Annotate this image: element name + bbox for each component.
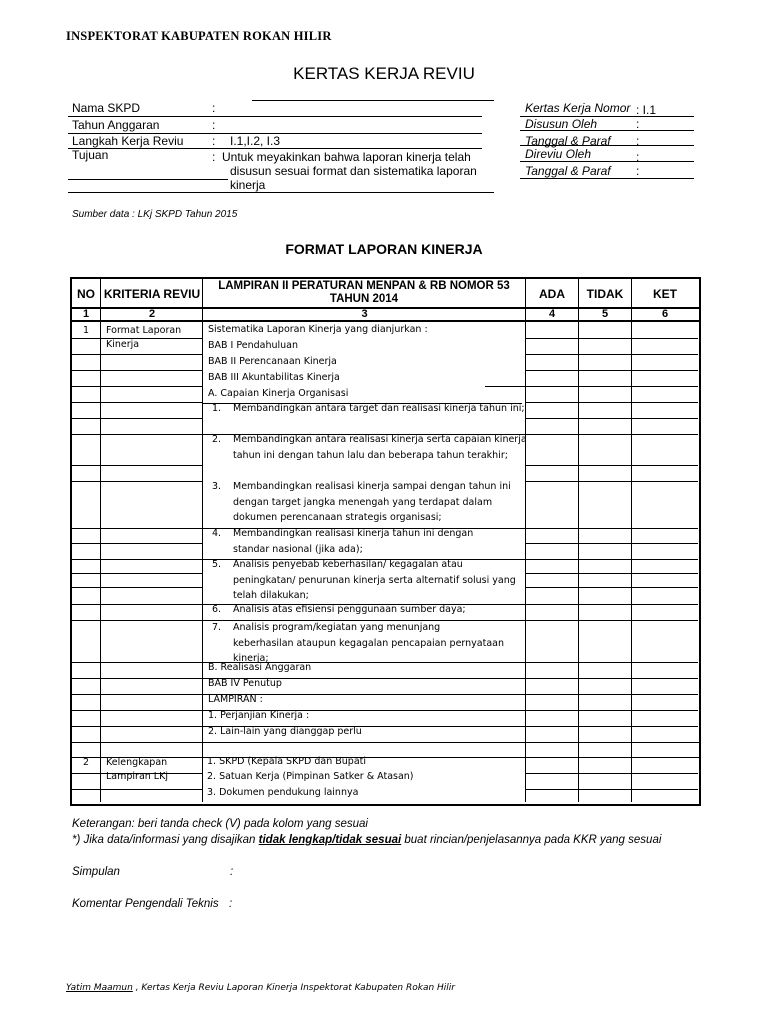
row-line: [72, 559, 101, 560]
criteria-item-text: kinerja;: [233, 653, 269, 664]
header-no: NO: [77, 287, 95, 301]
colnum-2: 2: [148, 308, 156, 320]
value-kertas-kerja-nomor: : I.1: [636, 103, 657, 117]
sep: :: [212, 101, 216, 115]
footer-text: , Kertas Kerja Reviu Laporan Kinerja Inspektorat Kabupaten Rokan Hilir: [132, 983, 455, 993]
colnum-5: 5: [601, 308, 609, 320]
row-line: [101, 559, 202, 560]
note-keterangan: Keterangan: beri tanda check (V) pada kolom yang sesuai: [72, 818, 368, 830]
simpulan-sep: :: [230, 866, 234, 878]
label-tujuan: Tujuan: [72, 148, 109, 162]
criteria-item-number: 2.: [212, 434, 222, 445]
row-line: [525, 662, 698, 663]
row-line: [101, 726, 202, 727]
row-line: [525, 354, 698, 355]
label-tahun-anggaran: Tahun Anggaran: [72, 118, 160, 132]
colnum-6: 6: [661, 308, 669, 320]
page-title: KERTAS KERJA REVIU: [293, 64, 475, 83]
row-line: [101, 434, 202, 435]
header-ada: ADA: [539, 287, 565, 301]
row-line: [72, 465, 101, 466]
value-tanggal-paraf-2: :: [636, 164, 640, 178]
lampiran-item: 2. Satuan Kerja (Pimpinan Satker & Atasan): [207, 771, 414, 782]
row-line: [525, 338, 698, 339]
label-direviu-oleh: Direviu Oleh: [525, 147, 592, 161]
row-line: [101, 620, 202, 621]
row-line: [101, 587, 202, 588]
criteria-item: B. Realisasi Anggaran: [208, 662, 312, 673]
lampiran-item: 3. Dokumen pendukung lainnya: [207, 787, 359, 798]
section-line: [70, 742, 699, 743]
item-line: [202, 620, 525, 621]
row-line: [72, 694, 101, 695]
item-line: [485, 386, 525, 387]
criteria-item-text: Membandingkan realisasi kinerja tahun ini dengan: [233, 528, 474, 539]
label-nama-skpd: Nama SKPD: [72, 101, 141, 115]
row-line: [525, 726, 698, 727]
criteria-item-text: dokumen perencanaan strategis organisasi;: [233, 512, 442, 523]
lampiran-item: 1. SKPD (Kepala SKPD dan Bupati: [207, 756, 367, 767]
criteria-item-text: telah dilakukan;: [233, 590, 309, 601]
row-line: [72, 710, 101, 711]
criteria-item-text: keberhasilan ataupun kegagalan pencapaian pernyataan: [233, 637, 505, 649]
value-disusun-oleh: :: [636, 117, 640, 131]
sep: :: [212, 150, 216, 164]
row-line: [525, 528, 698, 529]
sep: :: [212, 134, 216, 148]
criteria-item: 1. Perjanjian Kinerja :: [208, 710, 310, 721]
row-line: [72, 573, 101, 574]
row-line: [72, 528, 101, 529]
row-line: [101, 418, 202, 419]
row-line: [525, 370, 698, 371]
colnum-1: 1: [82, 308, 90, 320]
value-langkah-kerja: I.1,I.2, I.3: [230, 134, 281, 148]
row-line: [72, 604, 101, 605]
row-line: [72, 386, 101, 387]
row-line: [101, 370, 202, 371]
row-line: [72, 726, 101, 727]
note-detail: [72, 834, 661, 846]
criteria-item: BAB II Perencanaan Kinerja: [208, 356, 337, 367]
row-line: [525, 620, 698, 621]
row-line: [525, 694, 698, 695]
komentar-sep: :: [229, 898, 233, 910]
row-line: [72, 620, 101, 621]
row-line: [101, 465, 202, 466]
row-no-1: 1: [82, 325, 90, 336]
row-no-2: 2: [82, 757, 90, 768]
row-line: [525, 604, 698, 605]
label-langkah-kerja: Langkah Kerja Reviu: [72, 134, 184, 148]
row-line: [101, 789, 202, 790]
row-line: [72, 434, 101, 435]
criteria-item-number: 5.: [212, 559, 222, 570]
row-line: [72, 587, 101, 588]
criteria-item-text: standar nasional (jika ada);: [233, 543, 363, 555]
criteria-1: Format Laporan Kinerja: [106, 325, 182, 350]
row-line: [525, 678, 698, 679]
row-line: [525, 465, 698, 466]
sep: :: [212, 118, 216, 132]
header-tidak: TIDAK: [586, 287, 624, 301]
row-line: [101, 543, 202, 544]
row-line: [72, 418, 101, 419]
row-line: [525, 559, 698, 560]
row-line: [525, 402, 698, 403]
row-line: [72, 678, 101, 679]
row-line: [525, 573, 698, 574]
header-kriteria: KRITERIA REVIU: [103, 287, 201, 301]
row-line: [101, 678, 202, 679]
criteria-item: 2. Lain-lain yang dianggap perlu: [208, 726, 362, 737]
row-line: [72, 662, 101, 663]
label-tanggal-paraf-2: Tanggal & Paraf: [525, 164, 611, 178]
data-source: Sumber data : LKj SKPD Tahun 2015: [72, 209, 238, 220]
footer: [66, 983, 455, 993]
criteria-item-text: Analisis atas efisiensi penggunaan sumber daya;: [233, 604, 466, 615]
format-title: FORMAT LAPORAN KINERJA: [285, 241, 483, 257]
row-line: [101, 386, 202, 387]
tujuan-line-2: disusun sesuai format dan sistematika laporan: [230, 164, 477, 178]
criteria-item-text: Analisis penyebab keberhasilan/ kegagalan atau: [233, 559, 463, 570]
criteria-item-text: Membandingkan antara target dan realisasi kinerja tahun ini;: [233, 403, 525, 414]
criteria-item-number: 6.: [212, 604, 222, 615]
value-tanggal-paraf-1: :: [636, 134, 640, 148]
criteria-item: Sistematika Laporan Kinerja yang dianjurkan :: [208, 324, 428, 335]
komentar-label: Komentar Pengendali Teknis: [72, 898, 219, 910]
row-line: [72, 543, 101, 544]
criteria-2: Kelengkapan Lampiran LKj: [106, 757, 168, 782]
row-line: [101, 402, 202, 403]
row-line: [72, 773, 101, 774]
row-line: [525, 587, 698, 588]
row-line: [525, 789, 698, 790]
row-line: [101, 604, 202, 605]
criteria-item: BAB IV Penutup: [208, 678, 282, 689]
row-line: [72, 402, 101, 403]
row-line: [101, 354, 202, 355]
header-lampiran: LAMPIRAN II PERATURAN MENPAN & RB NOMOR 53 TAHUN 2014: [218, 280, 510, 305]
row-line: [101, 528, 202, 529]
note-detail-bold: tidak lengkap/tidak sesuai: [258, 834, 402, 846]
organization-name: INSPEKTORAT KABUPATEN ROKAN HILIR: [66, 29, 332, 43]
header-ket: KET: [653, 287, 677, 301]
colnum-4: 4: [548, 308, 556, 320]
criteria-item-number: 1.: [212, 403, 222, 414]
row-line: [72, 354, 101, 355]
row-line: [525, 481, 698, 482]
label-tanggal-paraf-1: Tanggal & Paraf: [525, 134, 611, 148]
criteria-item-text: peningkatan/ penurunan kinerja serta alternatif solusi yang: [233, 574, 516, 586]
criteria-item-text: Membandingkan antara realisasi kinerja serta capaian kinerja: [233, 434, 527, 445]
criteria-item: A. Capaian Kinerja Organisasi: [208, 388, 349, 399]
row-line: [525, 773, 698, 774]
criteria-item-number: 7.: [212, 622, 222, 633]
colnum-3: 3: [361, 308, 368, 320]
criteria-item-text: tahun ini dengan tahun lalu dan beberapa tahun terakhir;: [233, 449, 508, 461]
note-detail-suffix: buat rincian/penjelasannya pada KKR yang sesuai: [401, 834, 662, 846]
row-line: [101, 662, 202, 663]
simpulan-label: Simpulan: [72, 866, 120, 878]
criteria-item-text: dengan target jangka menengah yang terdapat dalam: [233, 496, 493, 508]
row-line: [101, 710, 202, 711]
criteria-item-number: 3.: [212, 481, 222, 492]
row-line: [525, 543, 698, 544]
footer-author: Yatim Maamun: [66, 983, 133, 993]
criteria-item-number: 4.: [212, 528, 222, 539]
tujuan-line-3: kinerja: [230, 178, 266, 192]
criteria-item-text: Analisis program/kegiatan yang menunjang: [233, 622, 441, 633]
criteria-item: LAMPIRAN :: [208, 694, 263, 705]
label-disusun-oleh: Disusun Oleh: [525, 117, 598, 131]
criteria-item: BAB III Akuntabilitas Kinerja: [208, 372, 340, 383]
row-line: [525, 386, 698, 387]
row-line: [525, 434, 698, 435]
row-line: [525, 710, 698, 711]
row-line: [101, 694, 202, 695]
label-kertas-kerja-nomor: Kertas Kerja Nomor: [525, 101, 631, 115]
row-line: [72, 338, 101, 339]
row-line: [101, 481, 202, 482]
tujuan-line-1: Untuk meyakinkan bahwa laporan kinerja telah: [222, 150, 471, 164]
row-line: [72, 481, 101, 482]
row-line: [101, 573, 202, 574]
row-line: [525, 418, 698, 419]
value-direviu-oleh: :: [636, 150, 640, 164]
note-detail-prefix: *) Jika data/informasi yang disajikan: [72, 834, 259, 846]
criteria-item: BAB I Pendahuluan: [208, 340, 299, 351]
row-line: [72, 789, 101, 790]
row-line: [72, 370, 101, 371]
criteria-item-text: Membandingkan realisasi kinerja sampai dengan tahun ini: [233, 481, 511, 492]
